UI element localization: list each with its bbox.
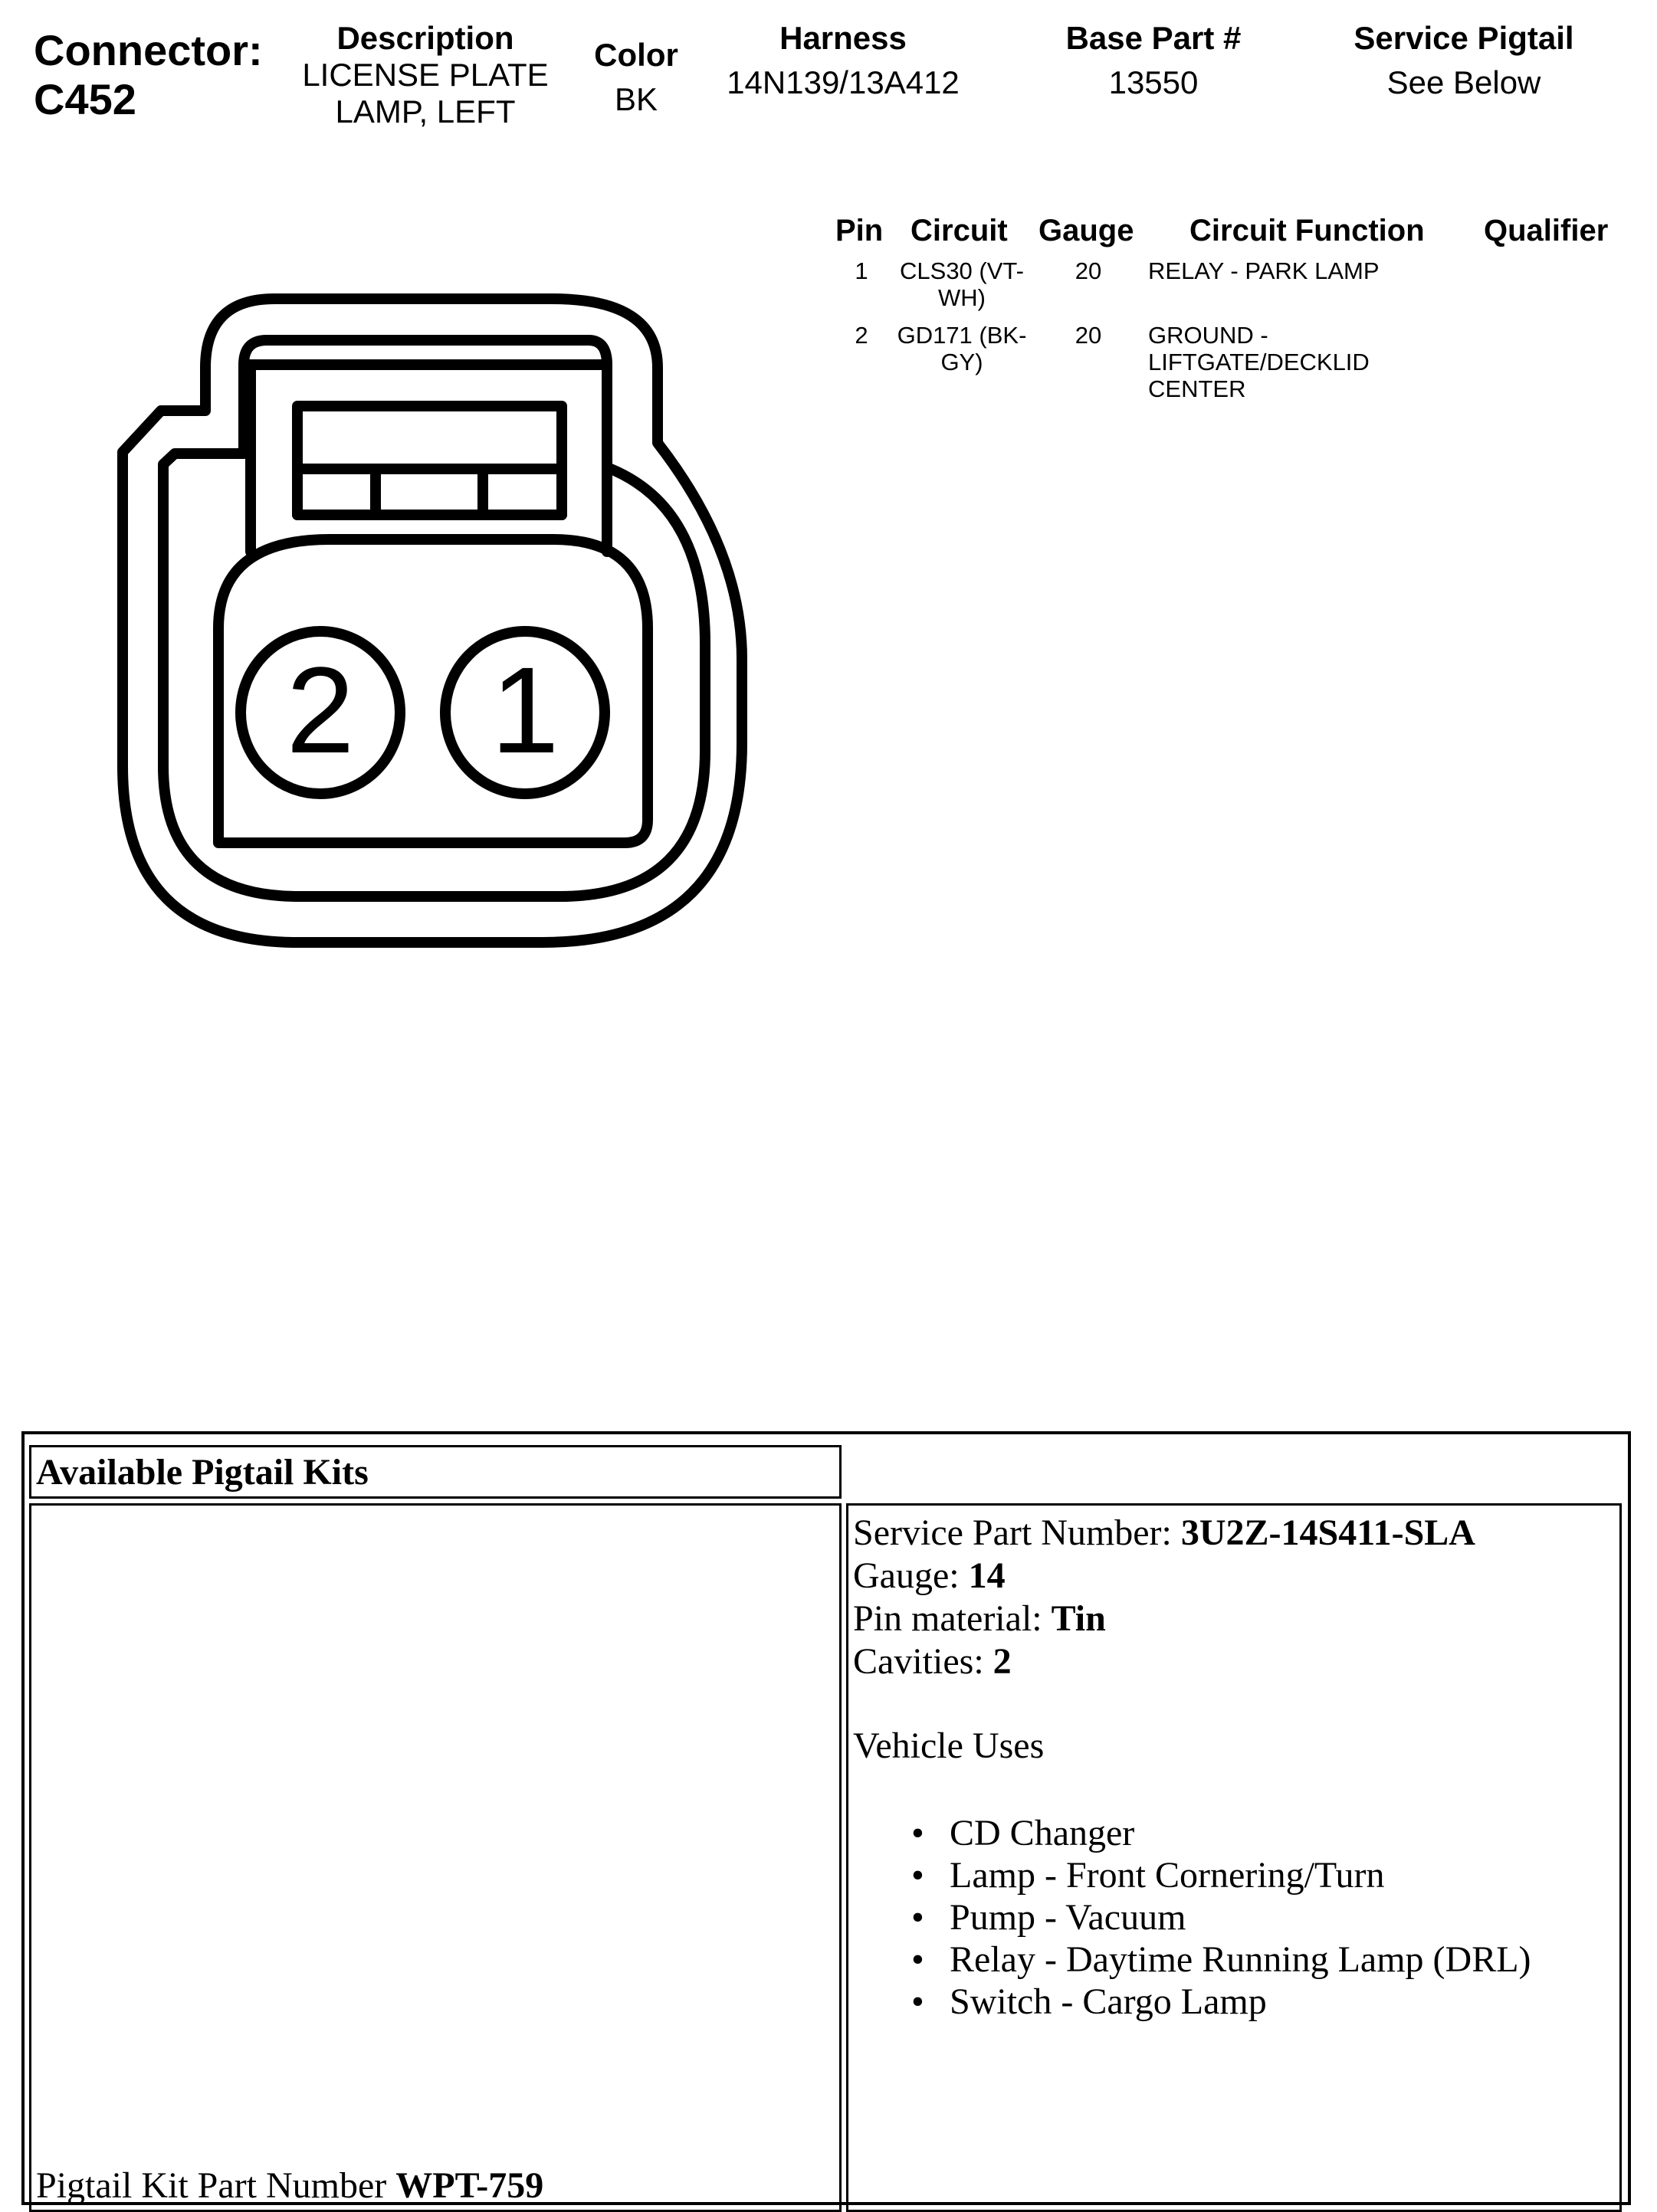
- color-header: Color: [594, 37, 678, 73]
- gauge-line: [853, 1555, 1619, 1598]
- pin-material-line: [853, 1598, 1619, 1640]
- cavity-label-2: 2: [286, 641, 355, 778]
- pin-table-header-circuit-function: Circuit Function: [1189, 214, 1425, 247]
- latch-body: [251, 365, 607, 552]
- pin-row-1-gauge: 20: [1075, 257, 1102, 284]
- pin-table-header-gauge: Gauge: [1038, 214, 1134, 247]
- service-pigtail-header: Service Pigtail: [1353, 20, 1574, 56]
- pigtail-details: [848, 1506, 1619, 2023]
- pin-table-header-pin: Pin: [835, 214, 884, 247]
- service-pigtail-value: See Below: [1386, 64, 1541, 100]
- pigtail-title: Available Pigtail Kits: [36, 1452, 369, 1493]
- latch-window: [297, 406, 562, 469]
- cavities-value: 2: [993, 1641, 1012, 1682]
- bullet-icon: •: [911, 1897, 924, 1938]
- description-value: LICENSE PLATE LAMP, LEFT: [302, 57, 549, 129]
- vehicle-uses-list: [853, 1812, 1619, 2023]
- harness-column: [705, 20, 981, 101]
- bullet-icon: •: [911, 1855, 924, 1896]
- pigtail-image-cell: [29, 1503, 842, 2212]
- connector-id: C452: [34, 75, 136, 123]
- connector-inner-shell: [163, 365, 705, 896]
- bullet-icon: •: [911, 1939, 924, 1980]
- gauge-value: 14: [968, 1555, 1006, 1596]
- terminal-block: [218, 539, 648, 843]
- description-header: Description: [336, 20, 514, 56]
- base-part-value: 13550: [1108, 64, 1199, 100]
- base-part-header: Base Part #: [1065, 20, 1242, 56]
- connector-heading: [34, 26, 287, 124]
- service-part-label: Service Part Number:: [853, 1512, 1172, 1553]
- vehicle-use-item: • Relay - Daytime Running Lamp (DRL): [911, 1939, 1531, 1980]
- vehicle-uses-title: Vehicle Uses: [853, 1725, 1045, 1766]
- service-pigtail-column: [1318, 20, 1609, 101]
- cavities-label: Cavities:: [853, 1641, 984, 1682]
- cavities-line: [853, 1640, 1619, 1683]
- connector-face-diagram: [100, 276, 774, 965]
- cavity-label-1: 1: [491, 641, 559, 778]
- bullet-icon: •: [911, 1981, 924, 2022]
- base-part-column: [1027, 20, 1280, 101]
- pigtail-title-cell: [29, 1445, 842, 1499]
- description-column: [291, 20, 559, 130]
- color-value: BK: [614, 81, 658, 117]
- pin-row-2-gauge: 20: [1075, 322, 1102, 349]
- pin-row-1-function: RELAY - PARK LAMP: [1148, 257, 1380, 284]
- pin-material-value: Tin: [1051, 1598, 1106, 1639]
- connector-label: Connector:: [34, 26, 263, 74]
- service-part-value: 3U2Z-14S411-SLA: [1180, 1512, 1475, 1553]
- pin-table-header-circuit: Circuit: [911, 214, 1008, 247]
- kit-part-value: WPT-759: [395, 2165, 544, 2206]
- pin-table-header-qualifier: Qualifier: [1484, 214, 1609, 247]
- pin-row-2-function: GROUND - LIFTGATE/DECKLID CENTER: [1148, 322, 1370, 402]
- pigtail-kit-part-number: [36, 2164, 543, 2207]
- gauge-label: Gauge:: [853, 1555, 960, 1596]
- pin-material-label: Pin material:: [853, 1598, 1042, 1639]
- pin-row-2-pin: 2: [855, 322, 868, 349]
- pin-row-2-circuit: GD171 (BK-GY): [897, 322, 1027, 375]
- kit-part-label: Pigtail Kit Part Number: [36, 2165, 387, 2206]
- vehicle-use-item: • CD Changer: [911, 1813, 1135, 1853]
- service-part-line: [853, 1512, 1619, 1555]
- vehicle-use-item: • Lamp - Front Cornering/Turn: [911, 1855, 1385, 1896]
- vehicle-use-item: • Pump - Vacuum: [911, 1897, 1186, 1938]
- pigtail-details-cell: [846, 1503, 1622, 2212]
- bullet-icon: •: [911, 1813, 924, 1853]
- vehicle-use-item: • Switch - Cargo Lamp: [911, 1981, 1267, 2022]
- harness-value: 14N139/13A412: [727, 64, 960, 100]
- harness-header: Harness: [779, 20, 907, 56]
- pin-row-1-pin: 1: [855, 257, 868, 284]
- color-column: [575, 37, 697, 118]
- pin-row-1-circuit: CLS30 (VT-WH): [900, 257, 1024, 311]
